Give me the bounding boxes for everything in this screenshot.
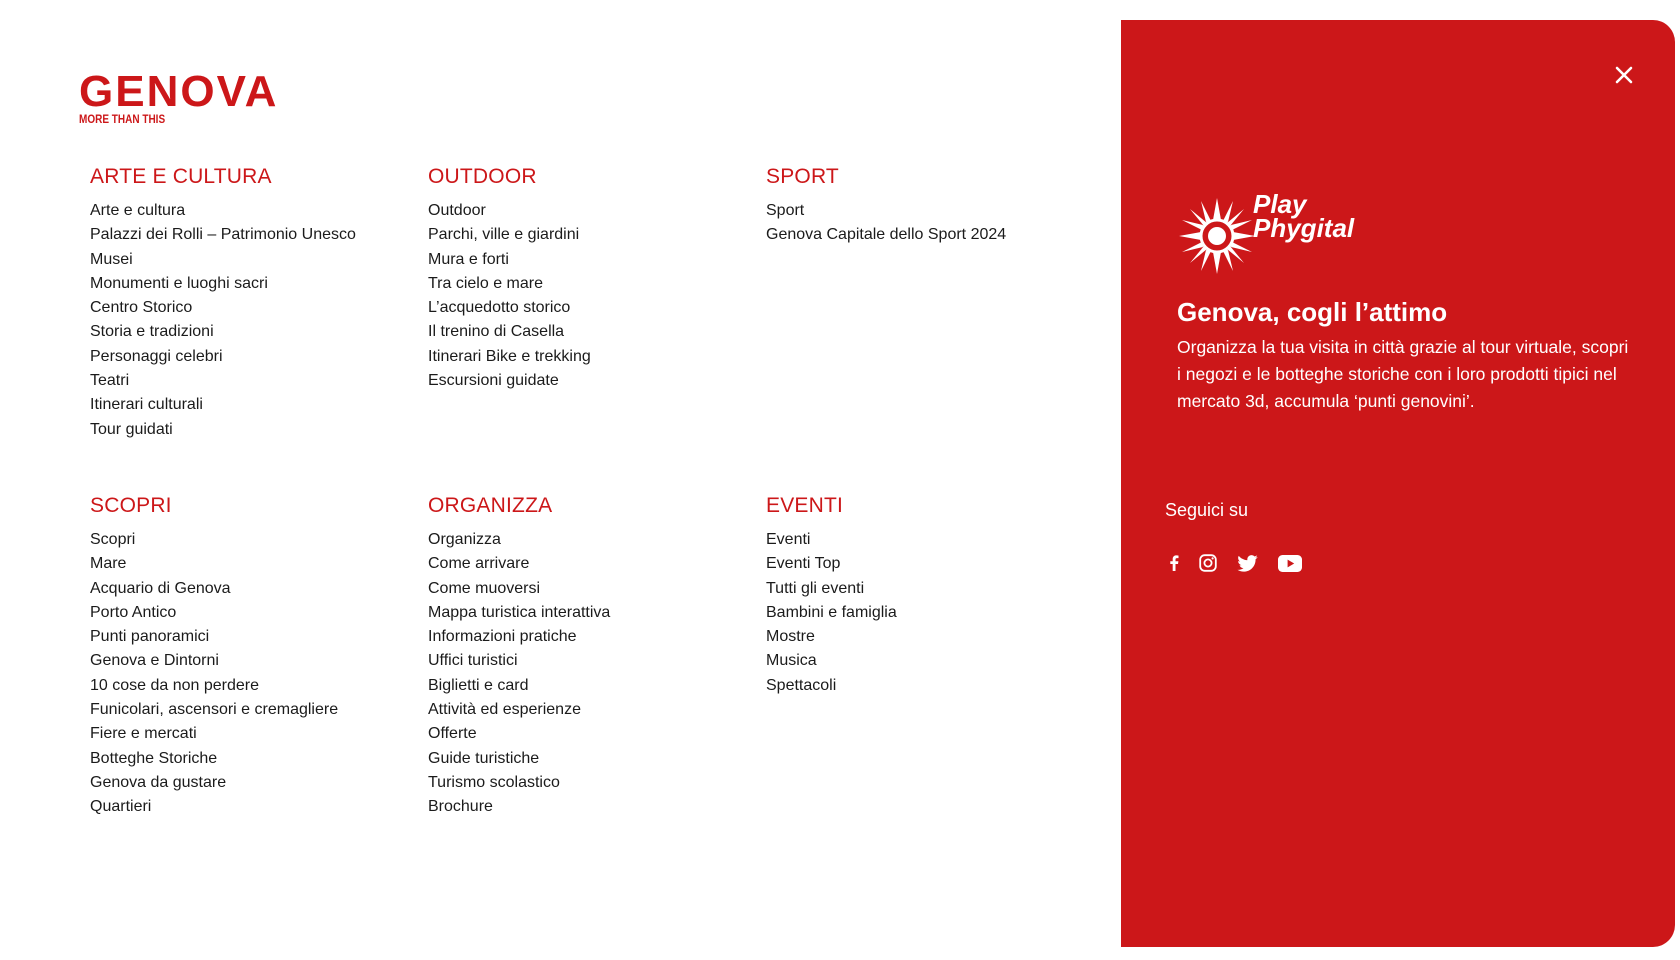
menu-link[interactable]: Monumenti e luoghi sacri: [90, 274, 268, 292]
menu-list-sport: [766, 199, 1086, 248]
menu-link[interactable]: Parchi, ville e giardini: [428, 226, 580, 244]
menu-link[interactable]: Sport: [766, 202, 805, 219]
close-icon: [1615, 66, 1633, 84]
menu-link[interactable]: Musei: [90, 250, 133, 268]
menu-link[interactable]: Genova Capitale dello Sport 2024: [766, 226, 1007, 244]
menu-section-organizza: [428, 494, 748, 820]
play-phygital-wordmark: [1253, 189, 1355, 243]
promo-panel: [1121, 20, 1675, 947]
menu-link[interactable]: Tra cielo e mare: [428, 274, 543, 292]
menu-link[interactable]: Outdoor: [428, 202, 486, 219]
menu-section-sport: [766, 165, 1086, 248]
menu-link[interactable]: Genova e Dintorni: [90, 652, 219, 670]
menu-link[interactable]: Mappa turistica interattiva: [428, 603, 611, 621]
menu-link[interactable]: Come arrivare: [428, 555, 530, 573]
promo-description: Organizza la tua visita in città grazie al tour virtuale, scopri i negozi e le botteghe storiche con i loro prodotti tipici nel mercato 3d, accumula ‘punti genovini’.: [1177, 337, 1629, 411]
menu-link[interactable]: Itinerari culturali: [90, 396, 203, 414]
menu-link[interactable]: Punti panoramici: [90, 628, 210, 646]
menu-link[interactable]: Offerte: [428, 725, 477, 743]
menu-link[interactable]: Spettacoli: [766, 676, 837, 694]
menu-heading-scopri[interactable]: SCOPRI: [90, 494, 172, 517]
menu-heading-sport[interactable]: SPORT: [766, 165, 839, 188]
play-phygital-line-2: Phygital: [1253, 213, 1355, 243]
menu-link[interactable]: Storia e tradizioni: [90, 323, 214, 341]
promo-title: Genova, cogli l’attimo: [1177, 297, 1448, 327]
menu-section-arte-e-cultura: [90, 165, 410, 442]
menu-link[interactable]: Uffici turistici: [428, 652, 518, 670]
menu-link[interactable]: Informazioni pratiche: [428, 628, 577, 646]
menu-link[interactable]: Botteghe Storiche: [90, 749, 218, 767]
menu-list-eventi: [766, 528, 1086, 698]
instagram-icon[interactable]: [1199, 550, 1217, 576]
genova-logo[interactable]: [79, 67, 311, 127]
menu-link[interactable]: L’acquedotto storico: [428, 299, 571, 317]
menu-list-organizza: [428, 528, 748, 820]
twitter-icon[interactable]: [1237, 550, 1258, 576]
menu-list-outdoor: [428, 199, 748, 393]
menu-link[interactable]: Eventi Top: [766, 555, 841, 573]
youtube-icon[interactable]: [1278, 550, 1302, 576]
menu-link[interactable]: Centro Storico: [90, 299, 193, 317]
play-phygital-line-1: Play: [1253, 189, 1307, 219]
menu-section-scopri: [90, 494, 410, 820]
menu-section-eventi: [766, 494, 1086, 698]
menu-link[interactable]: Fiere e mercati: [90, 725, 197, 743]
menu-link[interactable]: Musica: [766, 652, 817, 670]
social-links: [1169, 550, 1322, 576]
menu-link[interactable]: Guide turistiche: [428, 749, 540, 767]
menu-link[interactable]: Eventi: [766, 531, 811, 548]
menu-link[interactable]: Palazzi dei Rolli – Patrimonio Unesco: [90, 226, 356, 244]
sun-burst-icon: [1177, 196, 1257, 276]
menu-link[interactable]: Organizza: [428, 531, 501, 548]
menu-link[interactable]: Tutti gli eventi: [766, 579, 865, 597]
menu-heading-arte-e-cultura[interactable]: ARTE E CULTURA: [90, 165, 272, 188]
facebook-icon[interactable]: [1169, 550, 1179, 576]
menu-link[interactable]: Quartieri: [90, 798, 152, 816]
menu-link[interactable]: Personaggi celebri: [90, 347, 223, 365]
menu-link[interactable]: Funicolari, ascensori e cremagliere: [90, 701, 339, 719]
menu-heading-outdoor[interactable]: OUTDOOR: [428, 165, 537, 188]
menu-link[interactable]: 10 cose da non perdere: [90, 676, 260, 694]
menu-link[interactable]: Acquario di Genova: [90, 579, 231, 597]
menu-link[interactable]: Scopri: [90, 531, 136, 548]
menu-link[interactable]: Biglietti e card: [428, 676, 529, 694]
menu-link[interactable]: Brochure: [428, 798, 493, 816]
logo-tagline: MORE THAN THIS: [79, 114, 166, 127]
menu-section-outdoor: [428, 165, 748, 393]
close-button[interactable]: [1609, 60, 1639, 90]
menu-list-arte-e-cultura: [90, 199, 410, 442]
play-phygital-logo[interactable]: [1177, 189, 1367, 282]
menu-link[interactable]: Mostre: [766, 628, 815, 646]
menu-link[interactable]: Mura e forti: [428, 250, 509, 268]
menu-list-scopri: [90, 528, 410, 820]
menu-link[interactable]: Turismo scolastico: [428, 773, 560, 791]
menu-link[interactable]: Teatri: [90, 372, 130, 390]
menu-link[interactable]: Escursioni guidate: [428, 372, 559, 390]
logo-wordmark: GENOVA: [79, 67, 279, 116]
menu-heading-eventi[interactable]: EVENTI: [766, 494, 844, 517]
menu-link[interactable]: Porto Antico: [90, 603, 177, 621]
menu-heading-organizza[interactable]: ORGANIZZA: [428, 494, 553, 517]
menu-link[interactable]: Tour guidati: [90, 420, 173, 438]
follow-us-label: Seguici su: [1165, 500, 1249, 520]
menu-link[interactable]: Itinerari Bike e trekking: [428, 347, 591, 365]
menu-link[interactable]: Bambini e famiglia: [766, 603, 897, 621]
menu-link[interactable]: Il trenino di Casella: [428, 323, 565, 341]
menu-link[interactable]: Genova da gustare: [90, 773, 227, 791]
menu-link[interactable]: Mare: [90, 555, 127, 573]
menu-link[interactable]: Arte e cultura: [90, 202, 186, 219]
menu-link[interactable]: Come muoversi: [428, 579, 541, 597]
menu-link[interactable]: Attività ed esperienze: [428, 701, 581, 719]
